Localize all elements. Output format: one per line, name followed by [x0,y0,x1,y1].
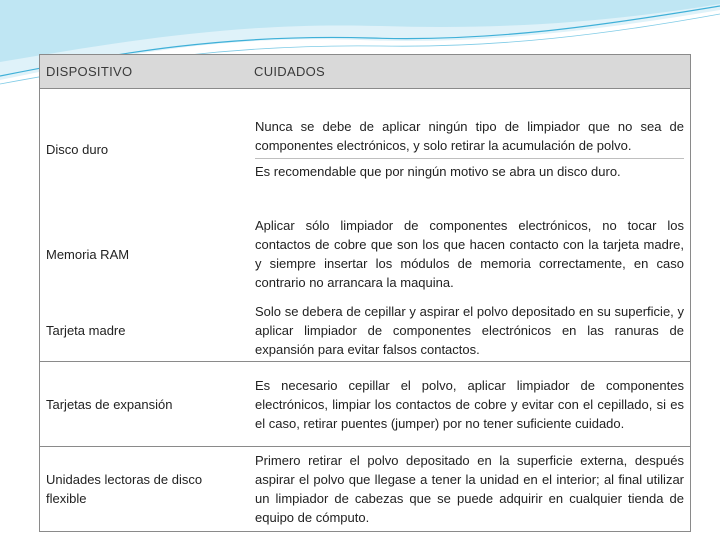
care-cell [248,89,690,210]
table-row [40,447,690,532]
table-row [40,362,690,447]
device-cell: Tarjeta madre [40,299,248,362]
device-cell: Disco duro [46,141,109,157]
care-table [39,54,691,532]
care-cell: Aplicar sólo limpiador de componentes electrónicos, no tocar los contactos de cobre que son los que hacen contacto con la tarjeta madre, y siempre insertar los módulos de memoria correctamente, en caso contrario no arrancara la maquina. [255,218,684,290]
care-text: Es recomendable que por ningún motivo se abra un disco duro. [255,164,621,179]
table-row [40,209,690,299]
care-text: Nunca se debe de aplicar ningún tipo de limpiador que no sea de componentes electrónicos, y solo retirar la acumulación de polvo. [255,119,684,153]
column-header-care: CUIDADOS [248,55,690,89]
care-cell: Es necesario cepillar el polvo, aplicar limpiador de componentes electrónicos, limpiar los contactos de cobre y evitar con el cepillado, si es el caso, retirar puentes (jumper) por no tener suficiente cuidado. [248,362,690,447]
table-header-row [40,55,690,89]
table-row [40,89,690,210]
divider [255,158,684,159]
column-header-device: DISPOSITIVO [40,55,248,89]
care-cell: Primero retirar el polvo depositado en la superficie externa, después aspirar el polvo que llegase a tener la unidad en el interior; al final utilizar un limpiador de cabezas que se puede adquirir en cualquier tienda de equipo de cómputo. [255,453,684,525]
table-row [40,299,690,362]
device-cell: Memoria RAM [46,246,130,262]
device-cell: Tarjetas de expansión [40,362,248,447]
device-cell: Unidades lectoras de disco flexible [46,472,203,506]
care-cell: Solo se debera de cepillar y aspirar el polvo depositado en su superficie, y aplicar limpiador de componentes electrónicos en las ranuras de expansión para evitar falsos contactos. [248,299,690,362]
